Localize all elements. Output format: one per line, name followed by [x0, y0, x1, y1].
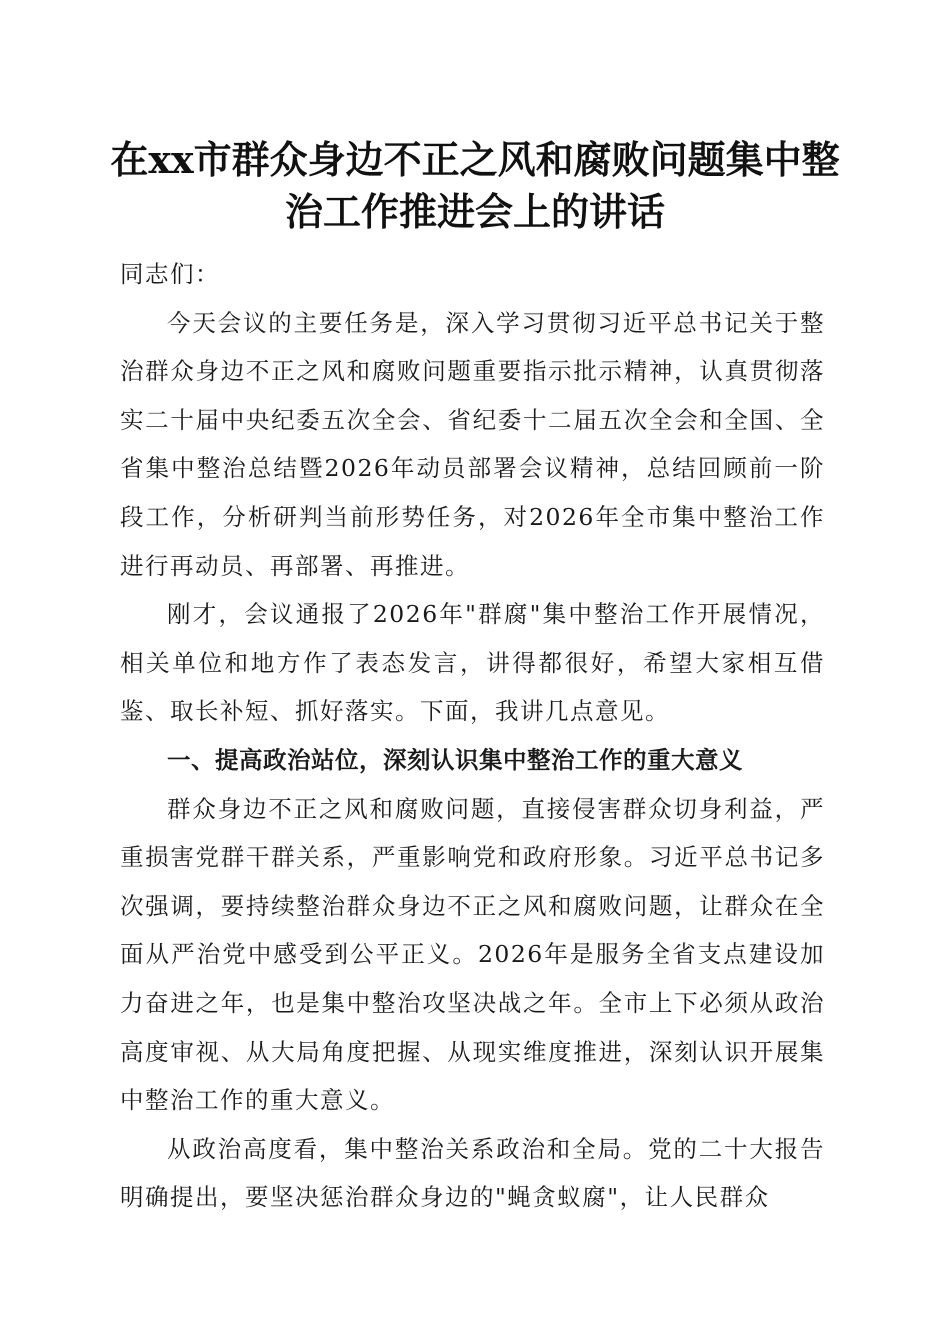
- section1-paragraph-2: 从政治高度看，集中整治关系政治和全局。党的二十大报告明确提出，要坚决惩治群众身边的"蝇贪蚁腐"，让人民群众: [120, 1134, 825, 1212]
- document-body: [120, 250, 825, 1222]
- section-heading-1: 一、提高政治站位，深刻认识集中整治工作的重大意义: [167, 745, 743, 774]
- section1-paragraph-1: 群众身边不正之风和腐败问题，直接侵害群众切身利益，严重损害党群干群关系，严重影响党和政府形象。习近平总书记多次强调，要持续整治群众身边不正之风和腐败问题，让群众在全面从严治党中感受到公平正义。2026年是服务全省支点建设加力奋进之年，也是集中整治攻坚决战之年。全市上下必须从政治高度审视、从大局角度把握、从现实维度推进，深刻认识开展集中整治工作的重大意义。: [120, 794, 825, 1115]
- salutation: 同志们：: [120, 260, 220, 288]
- paragraph-summary: 刚才，会议通报了2026年"群腐"集中整治工作开展情况，相关单位和地方作了表态发言，讲得都很好，希望大家相互借鉴、取长补短、抓好落实。下面，我讲几点意见。: [120, 600, 825, 726]
- document-title: 在xx市群众身边不正之风和腐败问题集中整治工作推进会上的讲话: [110, 137, 840, 234]
- paragraph-intro: 今天会议的主要任务是，深入学习贯彻习近平总书记关于整治群众身边不正之风和腐败问题重要指示批示精神，认真贯彻落实二十届中央纪委五次全会、省纪委十二届五次全会和全国、全省集中整治总结暨2026年动员部署会议精神，总结回顾前一阶段工作，分析研判当前形势任务，对2026年全市集中整治工作进行再动员、再部署、再推进。: [120, 308, 825, 580]
